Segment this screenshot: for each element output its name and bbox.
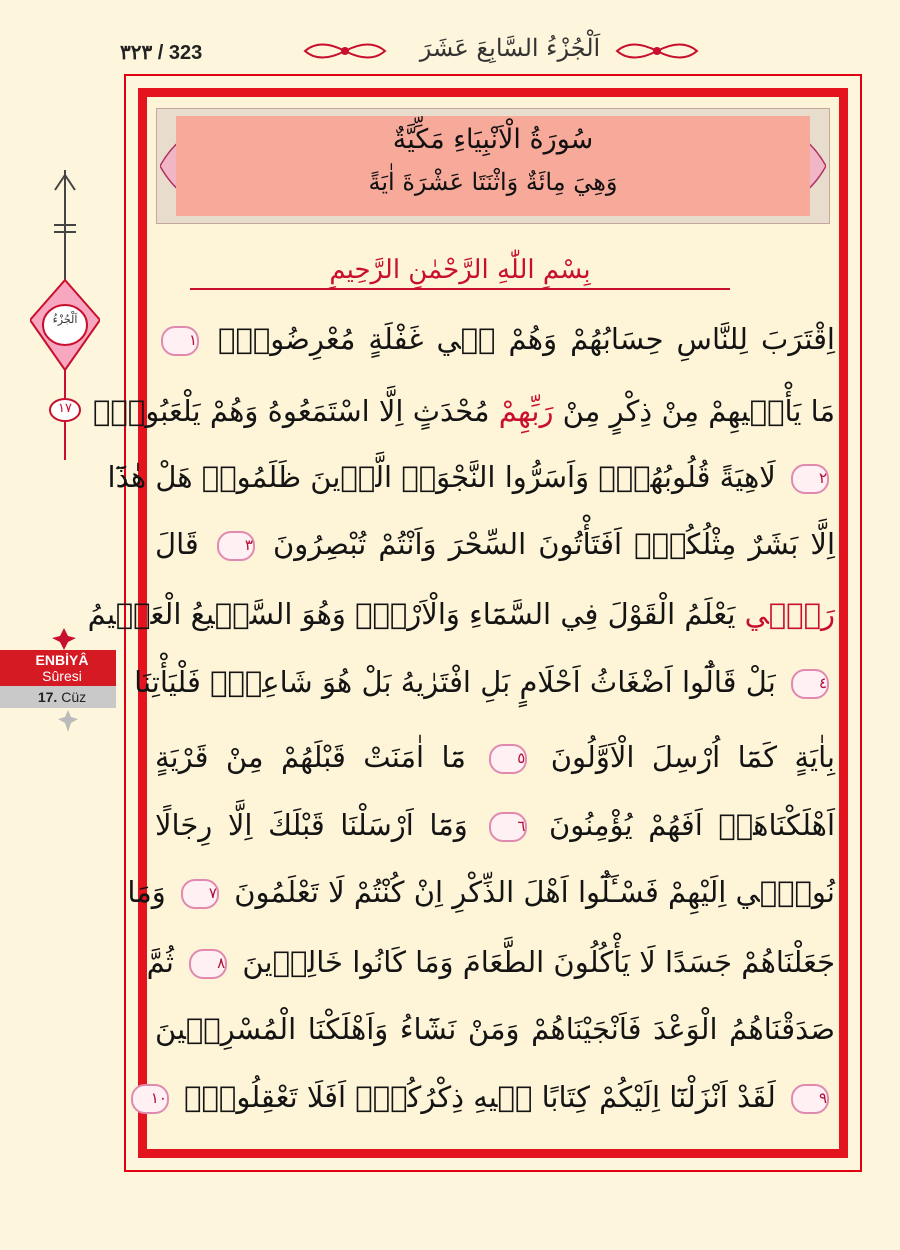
juz-title: اَلْجُزْءُ السَّابِعَ عَشَرَ (419, 34, 601, 62)
fleur-bottom-icon (58, 710, 78, 732)
header-left-ornament (300, 38, 390, 64)
verse-text: يَعْلَمُ الْقَوْلَ فِي السَّمَٓاءِ وَالْاَرْضِۘ وَهُوَ السَّم۪يعُ الْعَل۪يمُ (87, 597, 736, 631)
verse-text: اِقْتَرَبَ لِلنَّاسِ حِسَابُهُمْ وَهُمْ ف۪ي غَفْلَةٍ مُعْرِضُونَۚ (218, 322, 835, 356)
surah-name: سُورَةُ الْاَنْبِيَاءِ مَكِّيَّةٌ (392, 124, 594, 155)
page-number: ٣٢٣ / 323 (120, 42, 203, 64)
verse-text: وَمَٓا اَرْسَلْنَا قَبْلَكَ اِلَّا رِجَالًا (155, 808, 468, 842)
text-line-11 (155, 1012, 835, 1064)
highlighted-word: رَبِّهِمْ (498, 394, 554, 428)
verse-text: صَدَقْنَاهُمُ الْوَعْدَ فَاَنْجَيْنَاهُمْ وَمَنْ نَشَٓاءُ وَاَهْلَكْنَا الْمُسْرِف۪ينَ (155, 1012, 835, 1046)
verse-text: ثُمَّ (146, 945, 174, 979)
side-cuz-number: 17. (37, 689, 58, 705)
verse-text: بَلْ قَالُٓوا اَضْغَاثُ اَحْلَامٍ بَلِ افْتَرٰيهُ بَلْ هُوَ شَاعِرٌۚ فَلْيَأْتِنَا (134, 665, 776, 699)
side-surah-name: ENBİYÂ (0, 650, 116, 668)
text-line-10 (146, 945, 835, 997)
side-surah-sub: Sûresi (0, 668, 116, 686)
highlighted-word: رَبّ۪ي (744, 597, 835, 631)
verse-text: مَٓا اٰمَنَتْ قَبْلَهُمْ مِنْ قَرْيَةٍ (155, 740, 466, 774)
ayah-number-marker: ١٠ (131, 1084, 169, 1114)
basmala: بِسْمِ اللّٰهِ الرَّحْمٰنِ الرَّحِيمِ (329, 255, 591, 285)
surah-ayah-count: وَهِيَ مِائَةٌ وَاثْنَتَا عَشْرَةَ اٰيَةً (368, 168, 618, 196)
text-line-1 (155, 322, 835, 374)
verse-text: اِلَّا بَشَرٌ مِثْلُكُمْۚ اَفَتَأْتُونَ السِّحْرَ وَاَنْتُمْ تُبْصِرُونَ (273, 527, 836, 561)
text-line-12 (150, 1080, 835, 1132)
ayah-number-marker: ٧ (181, 879, 219, 909)
verse-text: اَهْلَكْنَاهَاۚ اَفَهُمْ يُؤْمِنُونَ (549, 808, 836, 842)
ayah-number-marker: ١ (161, 326, 199, 356)
text-line-7 (155, 740, 835, 792)
text-line-5 (87, 597, 835, 649)
medallion-juz-label: اَلْجُزْءُ (52, 313, 78, 326)
ayah-number-marker: ٢ (791, 464, 829, 494)
verse-text: جَعَلْنَاهُمْ جَسَدًا لَا يَأْكُلُونَ الطَّعَامَ وَمَا كَانُوا خَالِد۪ينَ (242, 945, 835, 979)
side-cuz-label (0, 686, 116, 708)
text-line-9 (127, 875, 835, 927)
verse-text: وَمَا (127, 875, 166, 909)
text-line-2 (93, 394, 835, 446)
fleur-top-icon (52, 628, 76, 650)
text-line-4 (155, 527, 835, 579)
ayah-number-marker: ٦ (489, 812, 527, 842)
ayah-number-marker: ٥ (489, 744, 527, 774)
medallion-juz-number: ١٧ (58, 401, 72, 416)
ayah-number-marker: ٤ (791, 669, 829, 699)
side-cuz-word: Cüz (61, 689, 87, 705)
verse-text: نُوح۪ٓي اِلَيْهِمْ فَسْـَٔلُٓوا اَهْلَ الذِّكْرِ اِنْ كُنْتُمْ لَا تَعْلَمُونَ (234, 875, 835, 909)
header-right-ornament (612, 38, 702, 64)
text-line-6 (134, 665, 835, 717)
verse-text: بِاٰيَةٍ كَمَٓا اُرْسِلَ الْاَوَّلُونَ (550, 740, 836, 774)
verse-text: قَالَ (155, 527, 199, 561)
ayah-number-marker: ٨ (189, 949, 227, 979)
ayah-number-marker: ٩ (791, 1084, 829, 1114)
basmala-underline (190, 284, 730, 294)
verse-text: مَا يَأْت۪يهِمْ مِنْ ذِكْرٍ مِنْ (553, 394, 835, 428)
surah-side-badge (0, 650, 116, 708)
text-line-3 (107, 460, 835, 512)
verse-text: مُحْدَثٍ اِلَّا اسْتَمَعُوهُ وَهُمْ يَلْعَبُونَۙ (93, 394, 490, 428)
verse-text: لَاهِيَةً قُلُوبُهُمْۜ وَاَسَرُّوا النَّجْوَىۗ الَّذ۪ينَ ظَلَمُواۗ هَلْ هٰذَٓا (107, 460, 776, 494)
text-line-8 (155, 808, 835, 860)
verse-text: لَقَدْ اَنْزَلْنَٓا اِلَيْكُمْ كِتَابًا ف۪يهِ ذِكْرُكُمْۜ اَفَلَا تَعْقِلُونَۜ (184, 1080, 776, 1114)
ayah-number-marker: ٣ (217, 531, 255, 561)
